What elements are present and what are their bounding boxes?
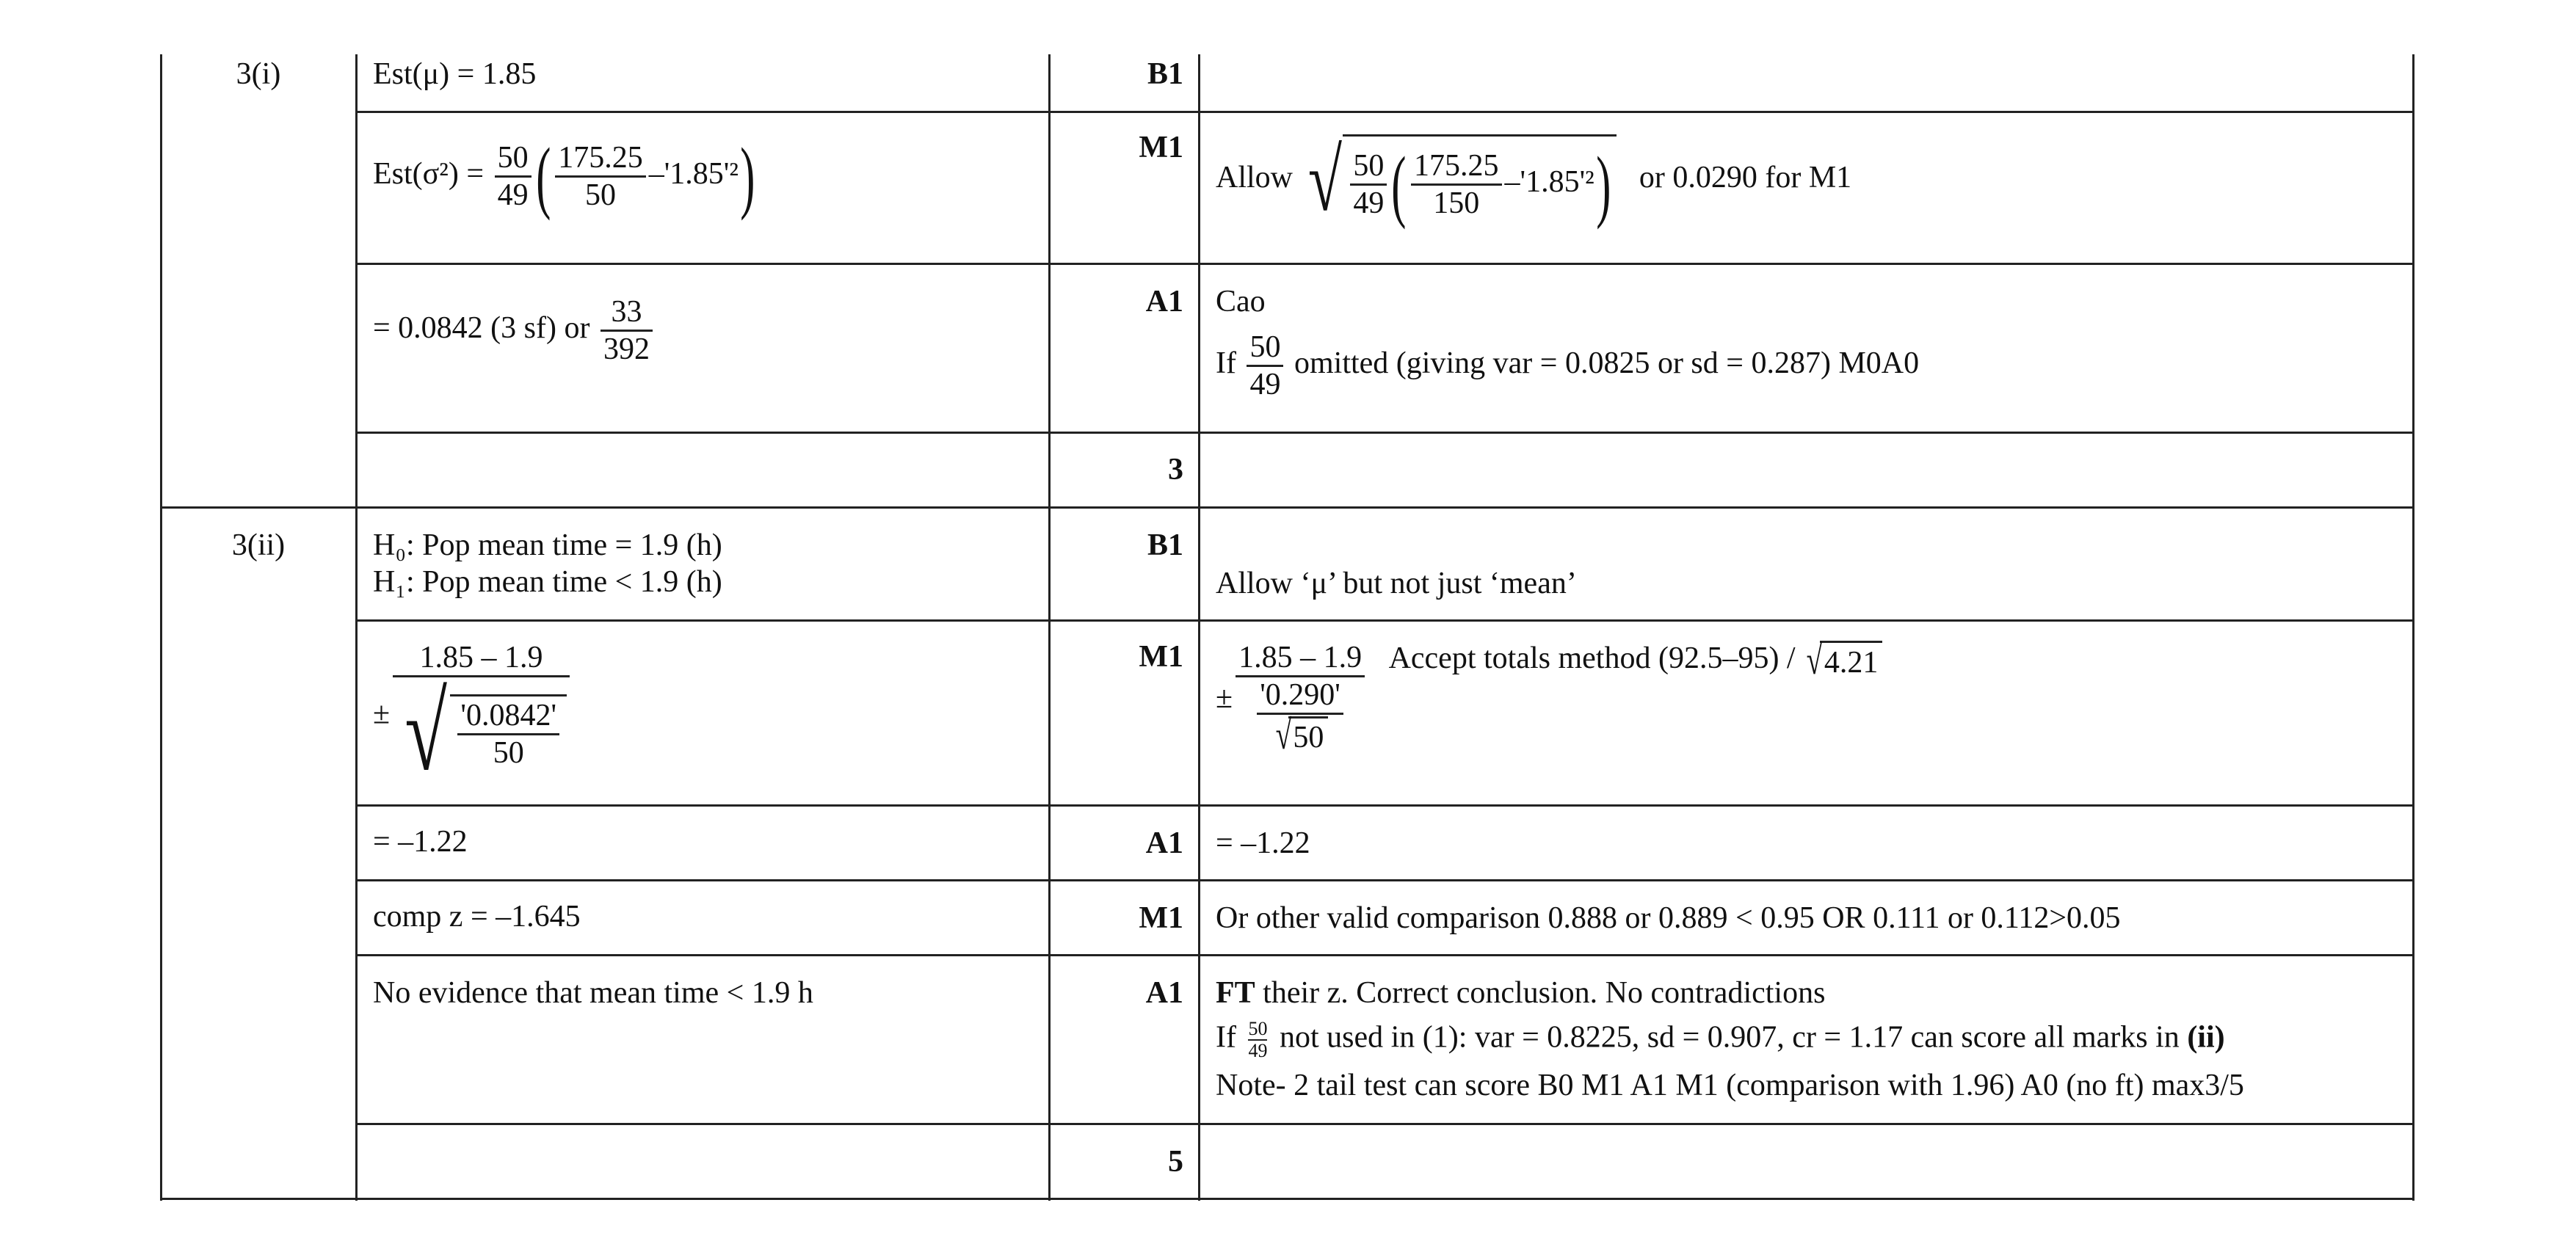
fraction bbox=[555, 140, 646, 213]
fraction bbox=[495, 140, 531, 213]
answer-cell bbox=[373, 898, 581, 935]
guidance-cell bbox=[1216, 640, 1882, 756]
total-mark: 3 bbox=[1168, 453, 1183, 487]
denominator: 392 bbox=[603, 332, 650, 366]
fraction bbox=[1257, 677, 1343, 756]
col-line-answer bbox=[1048, 54, 1051, 1201]
mark-cell: B1 bbox=[1147, 528, 1183, 562]
numerator: 175.25 bbox=[1411, 148, 1502, 186]
mark-cell: M1 bbox=[1139, 640, 1183, 674]
numerator: 1.85 – 1.9 bbox=[1236, 640, 1365, 677]
row-line bbox=[355, 954, 2414, 956]
numerator: '0.0842' bbox=[457, 698, 559, 735]
guidance-text: Accept totals method (92.5–95) / bbox=[1388, 641, 1796, 675]
guidance-if: If bbox=[1216, 1020, 1236, 1055]
guidance-cell: = –1.22 bbox=[1216, 826, 1310, 860]
numerator: 1.85 – 1.9 bbox=[393, 640, 570, 677]
sqrt-icon: √ bbox=[404, 672, 448, 793]
guidance-line: Note- 2 tail test can score B0 M1 A1 M1 (comparison with 1.96) A0 (no ft) max3/5 bbox=[1216, 1069, 2244, 1102]
row-line bbox=[355, 1123, 2414, 1125]
denominator: 150 bbox=[1433, 186, 1480, 221]
mark-cell: B1 bbox=[1147, 57, 1183, 91]
fraction bbox=[1248, 1019, 1267, 1061]
guidance-prefix: Allow bbox=[1216, 161, 1293, 194]
guidance-line bbox=[1216, 1019, 2225, 1061]
radicand bbox=[450, 694, 567, 771]
numerator: 175.25 bbox=[555, 140, 646, 178]
denominator bbox=[1236, 677, 1365, 756]
square-root bbox=[1301, 131, 1617, 230]
square-root bbox=[1272, 715, 1329, 756]
col-line-marks bbox=[1198, 54, 1200, 1201]
row-line bbox=[355, 804, 2414, 807]
answer-prefix: = 0.0842 (3 sf) or bbox=[373, 311, 590, 345]
sqrt-icon: √ bbox=[1307, 131, 1342, 229]
sqrt-icon: √ bbox=[1275, 713, 1291, 758]
denominator: 49 bbox=[497, 178, 529, 212]
denominator: 49 bbox=[1249, 367, 1281, 401]
denominator: 50 bbox=[493, 736, 524, 770]
guidance-text: not used in (1): var = 0.8225, sd = 0.907, cr = 1.17 can score all marks in bbox=[1279, 1020, 2180, 1055]
numerator: 33 bbox=[601, 294, 653, 332]
minus-term: –'1.85'² bbox=[1504, 165, 1594, 200]
radicand: 4.21 bbox=[1820, 641, 1883, 681]
ft-label: FT bbox=[1216, 976, 1255, 1010]
row-line bbox=[355, 619, 2414, 622]
guidance-line bbox=[1216, 323, 1919, 404]
fraction bbox=[1236, 640, 1365, 756]
guidance-cell: Allow ‘μ’ but not just ‘mean’ bbox=[1216, 567, 1577, 600]
radicand: 50 bbox=[1288, 716, 1328, 755]
denominator: 49 bbox=[1248, 1040, 1268, 1061]
part-ref: (ii) bbox=[2187, 1020, 2225, 1055]
denominator bbox=[393, 672, 570, 793]
square-root bbox=[396, 672, 567, 793]
question-number: 3(ii) bbox=[231, 528, 286, 562]
answer-cell: = –1.22 bbox=[373, 825, 468, 859]
answer-prefix: Est(σ²) = bbox=[373, 157, 485, 191]
col-line-left bbox=[160, 54, 162, 1201]
total-mark: 5 bbox=[1168, 1145, 1183, 1179]
answer-cell: No evidence that mean time < 1.9 h bbox=[373, 976, 813, 1010]
right-paren: ) bbox=[740, 131, 755, 222]
col-line-right bbox=[2412, 54, 2414, 1201]
row-line bbox=[355, 879, 2414, 881]
guidance-line: Cao bbox=[1216, 285, 1266, 319]
denominator bbox=[1257, 715, 1343, 756]
guidance-cell bbox=[1216, 131, 1852, 230]
answer-cell: Est(μ) = 1.85 bbox=[373, 57, 537, 91]
left-paren: ( bbox=[1391, 139, 1407, 230]
row-line bbox=[160, 506, 2414, 509]
fraction bbox=[393, 640, 570, 793]
fraction bbox=[1411, 148, 1502, 221]
row-line bbox=[355, 111, 2414, 113]
question-number: 3(i) bbox=[236, 57, 281, 91]
answer-cell bbox=[373, 131, 757, 222]
fraction bbox=[457, 698, 559, 771]
numerator: 50 bbox=[495, 140, 531, 178]
row-line bbox=[355, 263, 2414, 265]
radicand bbox=[1343, 134, 1617, 230]
fraction bbox=[1350, 148, 1387, 221]
numerator: '0.290' bbox=[1257, 677, 1343, 715]
answer-cell bbox=[373, 288, 656, 368]
numerator: 50 bbox=[1248, 1018, 1268, 1039]
sqrt-icon: √ bbox=[1806, 638, 1823, 684]
denominator: 50 bbox=[584, 178, 616, 212]
hypothesis-h0: H₀: Pop mean time = 1.9 (h) bbox=[373, 528, 722, 562]
guidance-suffix: or 0.0290 for M1 bbox=[1639, 161, 1852, 194]
row-line bbox=[355, 432, 2414, 434]
guidance-text: their z. Correct conclusion. No contradictions bbox=[1263, 976, 1826, 1010]
answer-cell bbox=[373, 640, 573, 793]
numerator: 50 bbox=[1350, 148, 1387, 186]
denominator: 49 bbox=[1353, 186, 1385, 221]
square-root bbox=[1803, 638, 1882, 684]
fraction bbox=[601, 294, 653, 367]
guidance-text: omitted (giving var = 0.0825 or sd = 0.287) M0A0 bbox=[1294, 346, 1920, 380]
answer-text: comp z = –1.645 bbox=[373, 900, 581, 934]
row-line-bottom bbox=[160, 1198, 2414, 1200]
mark-cell: A1 bbox=[1145, 826, 1183, 860]
left-paren: ( bbox=[535, 131, 551, 222]
guidance-cell: Or other valid comparison 0.888 or 0.889 < 0.95 OR 0.111 or 0.112>0.05 bbox=[1216, 901, 2121, 935]
col-line-question bbox=[355, 54, 358, 1201]
hypothesis-h1: H₁: Pop mean time < 1.9 (h) bbox=[373, 565, 722, 599]
right-paren: ) bbox=[1595, 139, 1611, 230]
mark-cell: M1 bbox=[1139, 131, 1183, 164]
plus-minus: ± bbox=[373, 696, 391, 731]
fraction bbox=[1247, 330, 1283, 402]
minus-term: –'1.85'² bbox=[648, 157, 739, 191]
mark-cell: M1 bbox=[1139, 901, 1183, 935]
plus-minus: ± bbox=[1216, 681, 1233, 715]
mark-cell: A1 bbox=[1145, 285, 1183, 319]
guidance-line bbox=[1216, 975, 1825, 1011]
mark-cell: A1 bbox=[1145, 976, 1183, 1010]
guidance-if: If bbox=[1216, 346, 1236, 380]
numerator: 50 bbox=[1247, 330, 1283, 367]
